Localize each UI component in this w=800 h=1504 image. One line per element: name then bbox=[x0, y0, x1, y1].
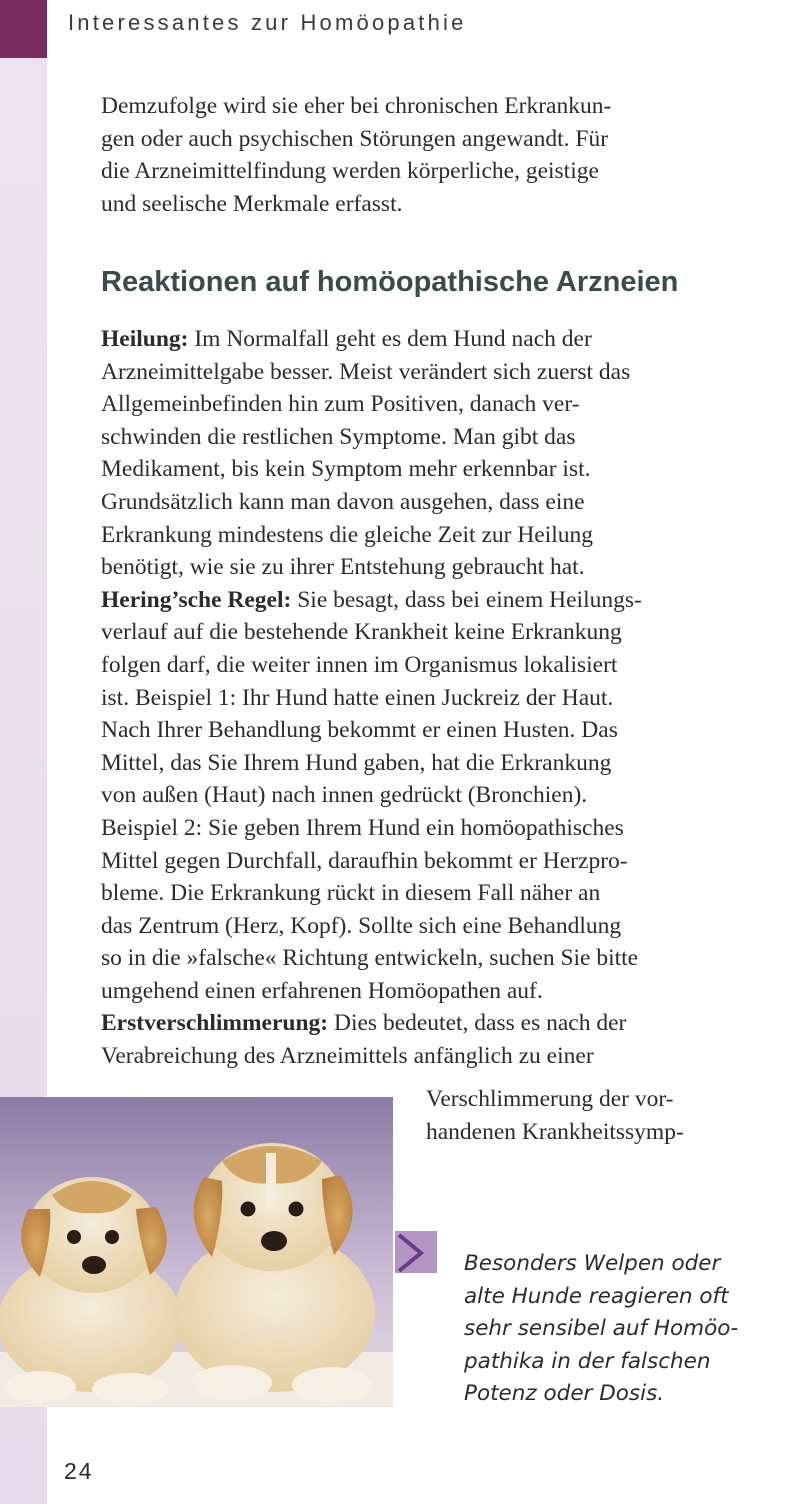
caption-line: pathika in der falschen bbox=[464, 1348, 711, 1374]
text-line: Erkrankung mindestens die gleiche Zeit zur Heilung bbox=[101, 521, 594, 548]
term-hering: Hering’sche Regel: bbox=[101, 586, 292, 613]
text-line: folgen darf, die weiter innen im Organismus lokalisiert bbox=[101, 651, 618, 678]
text-fragment: Sie besagt, dass bei einem Heilungs- bbox=[291, 586, 642, 613]
text-line: Verabreichung des Arzneimittels anfänglich zu einer bbox=[101, 1043, 594, 1070]
photo-caption bbox=[464, 1248, 754, 1411]
text-line: Grundsätzlich kann man davon ausgehen, dass eine bbox=[101, 488, 585, 515]
hering-first-line bbox=[101, 584, 751, 617]
text-line: Mittel, das Sie Ihrem Hund gaben, hat die Erkrankung bbox=[101, 749, 612, 776]
text-line: Demzufolge wird sie eher bei chronischen Erkrankun- bbox=[101, 93, 612, 119]
term-heilung: Heilung: bbox=[101, 326, 189, 352]
caption-line: Besonders Welpen oder bbox=[464, 1251, 721, 1276]
text-line: benötigt, wie sie zu ihrer Entstehung gebraucht hat. bbox=[101, 554, 585, 581]
text-line: die Arzneimittelfindung werden körperliche, geistige bbox=[101, 158, 599, 185]
text-line: und seelische Merkmale erfasst. bbox=[101, 190, 403, 217]
section-heading: Reaktionen auf homöopathische Arzneien bbox=[101, 266, 679, 298]
text-line: handenen Krankheitssymp- bbox=[426, 1118, 684, 1145]
chevron-right-icon bbox=[395, 1231, 437, 1273]
text-line: umgehend einen erfahrenen Homöopathen auf. bbox=[101, 977, 543, 1004]
text-line: Allgemeinbefinden hin zum Positiven, danach ver- bbox=[101, 391, 580, 418]
caption-line: alte Hunde reagieren oft bbox=[464, 1283, 729, 1309]
text-line: Nach Ihrer Behandlung bekommt er einen Husten. Das bbox=[101, 717, 618, 744]
text-line: bleme. Die Erkrankung rückt in diesem Fall näher an bbox=[101, 880, 601, 907]
term-erstverschlimmerung: Erstverschlimmerung: bbox=[101, 1010, 329, 1037]
page-number: 24 bbox=[64, 1458, 94, 1484]
text-line: Verschlimmerung der vor- bbox=[426, 1086, 674, 1112]
text-fragment: Im Normalfall geht es dem Hund nach der bbox=[188, 326, 592, 352]
text-line: ist. Beispiel 1: Ihr Hund hatte einen Juckreiz der Haut. bbox=[101, 684, 614, 711]
text-line: von außen (Haut) nach innen gedrückt (Bronchien). bbox=[101, 782, 588, 809]
caption-line: Potenz oder Dosis. bbox=[464, 1381, 665, 1407]
puppies-illustration bbox=[0, 1097, 393, 1407]
main-text bbox=[101, 323, 751, 1073]
text-line: so in die »falsche« Richtung entwickeln, suchen Sie bitte bbox=[101, 945, 639, 972]
running-header: Interessantes zur Homöopathie bbox=[68, 10, 467, 35]
text-line: Mittel gegen Durchfall, daraufhin bekommt er Herzpro- bbox=[101, 847, 628, 874]
erstverschlimmerung-first-line bbox=[101, 1007, 751, 1040]
intro-paragraph bbox=[101, 90, 751, 220]
text-line: Beispiel 2: Sie geben Ihrem Hund ein homöopathisches bbox=[101, 814, 624, 841]
caption-line: sehr sensibel auf Homöo- bbox=[464, 1316, 739, 1342]
caption-marker bbox=[395, 1231, 437, 1273]
puppies-photo bbox=[0, 1097, 393, 1407]
text-line: verlauf auf die bestehende Krankheit keine Erkrankung bbox=[101, 619, 622, 646]
text-line: gen oder auch psychischen Störungen angewandt. Für bbox=[101, 125, 609, 152]
text-line: Arzneimittelgabe besser. Meist verändert sich zuerst das bbox=[101, 358, 631, 385]
text-line: schwinden die restlichen Symptome. Man gibt das bbox=[101, 423, 576, 450]
text-fragment: Dies bedeutet, dass es nach der bbox=[328, 1010, 627, 1037]
heilung-first-line bbox=[101, 323, 751, 356]
text-line: das Zentrum (Herz, Kopf). Sollte sich eine Behandlung bbox=[101, 912, 622, 939]
header-accent-block bbox=[0, 0, 47, 58]
text-line: Medikament, bis kein Symptom mehr erkennbar ist. bbox=[101, 456, 591, 483]
wrapped-text-continuation bbox=[426, 1083, 756, 1148]
